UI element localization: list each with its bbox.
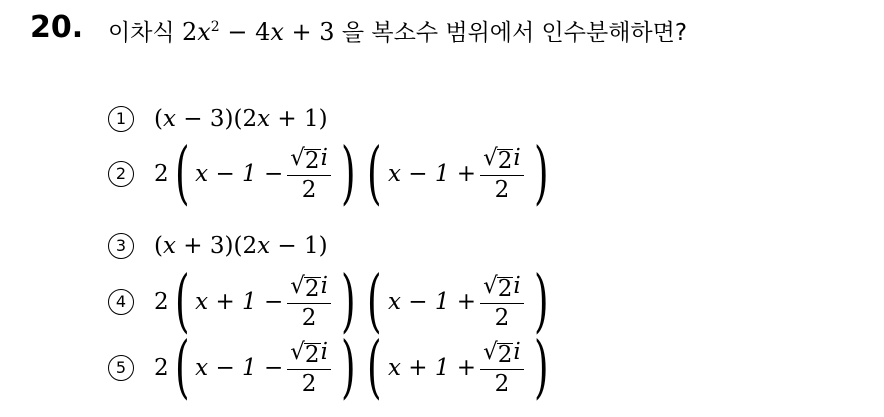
choice-2[interactable] bbox=[108, 134, 554, 213]
choice-5-left-paren: ( bbox=[174, 328, 190, 407]
question-expression: $2x^2 - 4x + 3$ bbox=[181, 18, 335, 46]
choice-5-number: 5 bbox=[108, 355, 134, 381]
choice-3-expression: (x + 3)(2x − 1) bbox=[154, 233, 328, 259]
choice-5-right-paren-2: ) bbox=[533, 328, 549, 407]
choice-2-right-paren-2: ) bbox=[533, 134, 549, 213]
choice-1-number: 1 bbox=[108, 106, 134, 132]
choice-2-fraction2: √ 2 i 2 bbox=[480, 146, 524, 202]
choice-1[interactable] bbox=[108, 106, 328, 132]
choice-3-number: 3 bbox=[108, 233, 134, 259]
choice-1-expression: (x − 3)(2x + 1) bbox=[154, 106, 328, 132]
question-text bbox=[108, 14, 687, 47]
choice-2-coefficient: 2 bbox=[154, 161, 169, 187]
choice-2-factor1: x − 1 − bbox=[195, 161, 284, 187]
choice-4-right-paren-2: ) bbox=[533, 262, 549, 341]
choice-2-factor2: x − 1 + bbox=[387, 161, 477, 187]
choice-4-coefficient: 2 bbox=[154, 289, 169, 315]
question-number: 20. bbox=[30, 10, 84, 45]
choice-4-fraction2: √ 2 i 2 bbox=[480, 274, 524, 330]
choice-2-left-paren: ( bbox=[174, 134, 190, 213]
choice-5-right-paren: ) bbox=[340, 328, 356, 407]
choice-2-right-paren: ) bbox=[340, 134, 356, 213]
choice-5-coefficient: 2 bbox=[154, 355, 169, 381]
choice-4-number: 4 bbox=[108, 289, 134, 315]
question-suffix: 을 복소수 범위에서 인수분해하면? bbox=[341, 20, 688, 46]
choice-2-number: 2 bbox=[108, 161, 134, 187]
choice-4[interactable] bbox=[108, 262, 554, 341]
choice-2-left-paren-2: ( bbox=[367, 134, 383, 213]
choice-2-fraction1: √ 2 i 2 bbox=[287, 146, 331, 202]
choice-5[interactable] bbox=[108, 328, 554, 407]
choice-5-factor1: x − 1 − bbox=[195, 355, 284, 381]
choice-5-fraction1: √ 2 i 2 bbox=[287, 340, 331, 396]
choice-4-factor1: x + 1 − bbox=[195, 289, 284, 315]
choice-4-right-paren: ) bbox=[340, 262, 356, 341]
choice-4-fraction1: √ 2 i 2 bbox=[287, 274, 331, 330]
choice-5-factor2: x + 1 + bbox=[387, 355, 477, 381]
choice-3[interactable] bbox=[108, 233, 328, 259]
choice-5-fraction2: √ 2 i 2 bbox=[480, 340, 524, 396]
choice-4-left-paren-2: ( bbox=[367, 262, 383, 341]
choice-4-factor2: x − 1 + bbox=[387, 289, 477, 315]
choice-4-left-paren: ( bbox=[174, 262, 190, 341]
choice-5-left-paren-2: ( bbox=[367, 328, 383, 407]
question-prefix: 이차식 bbox=[108, 20, 175, 46]
